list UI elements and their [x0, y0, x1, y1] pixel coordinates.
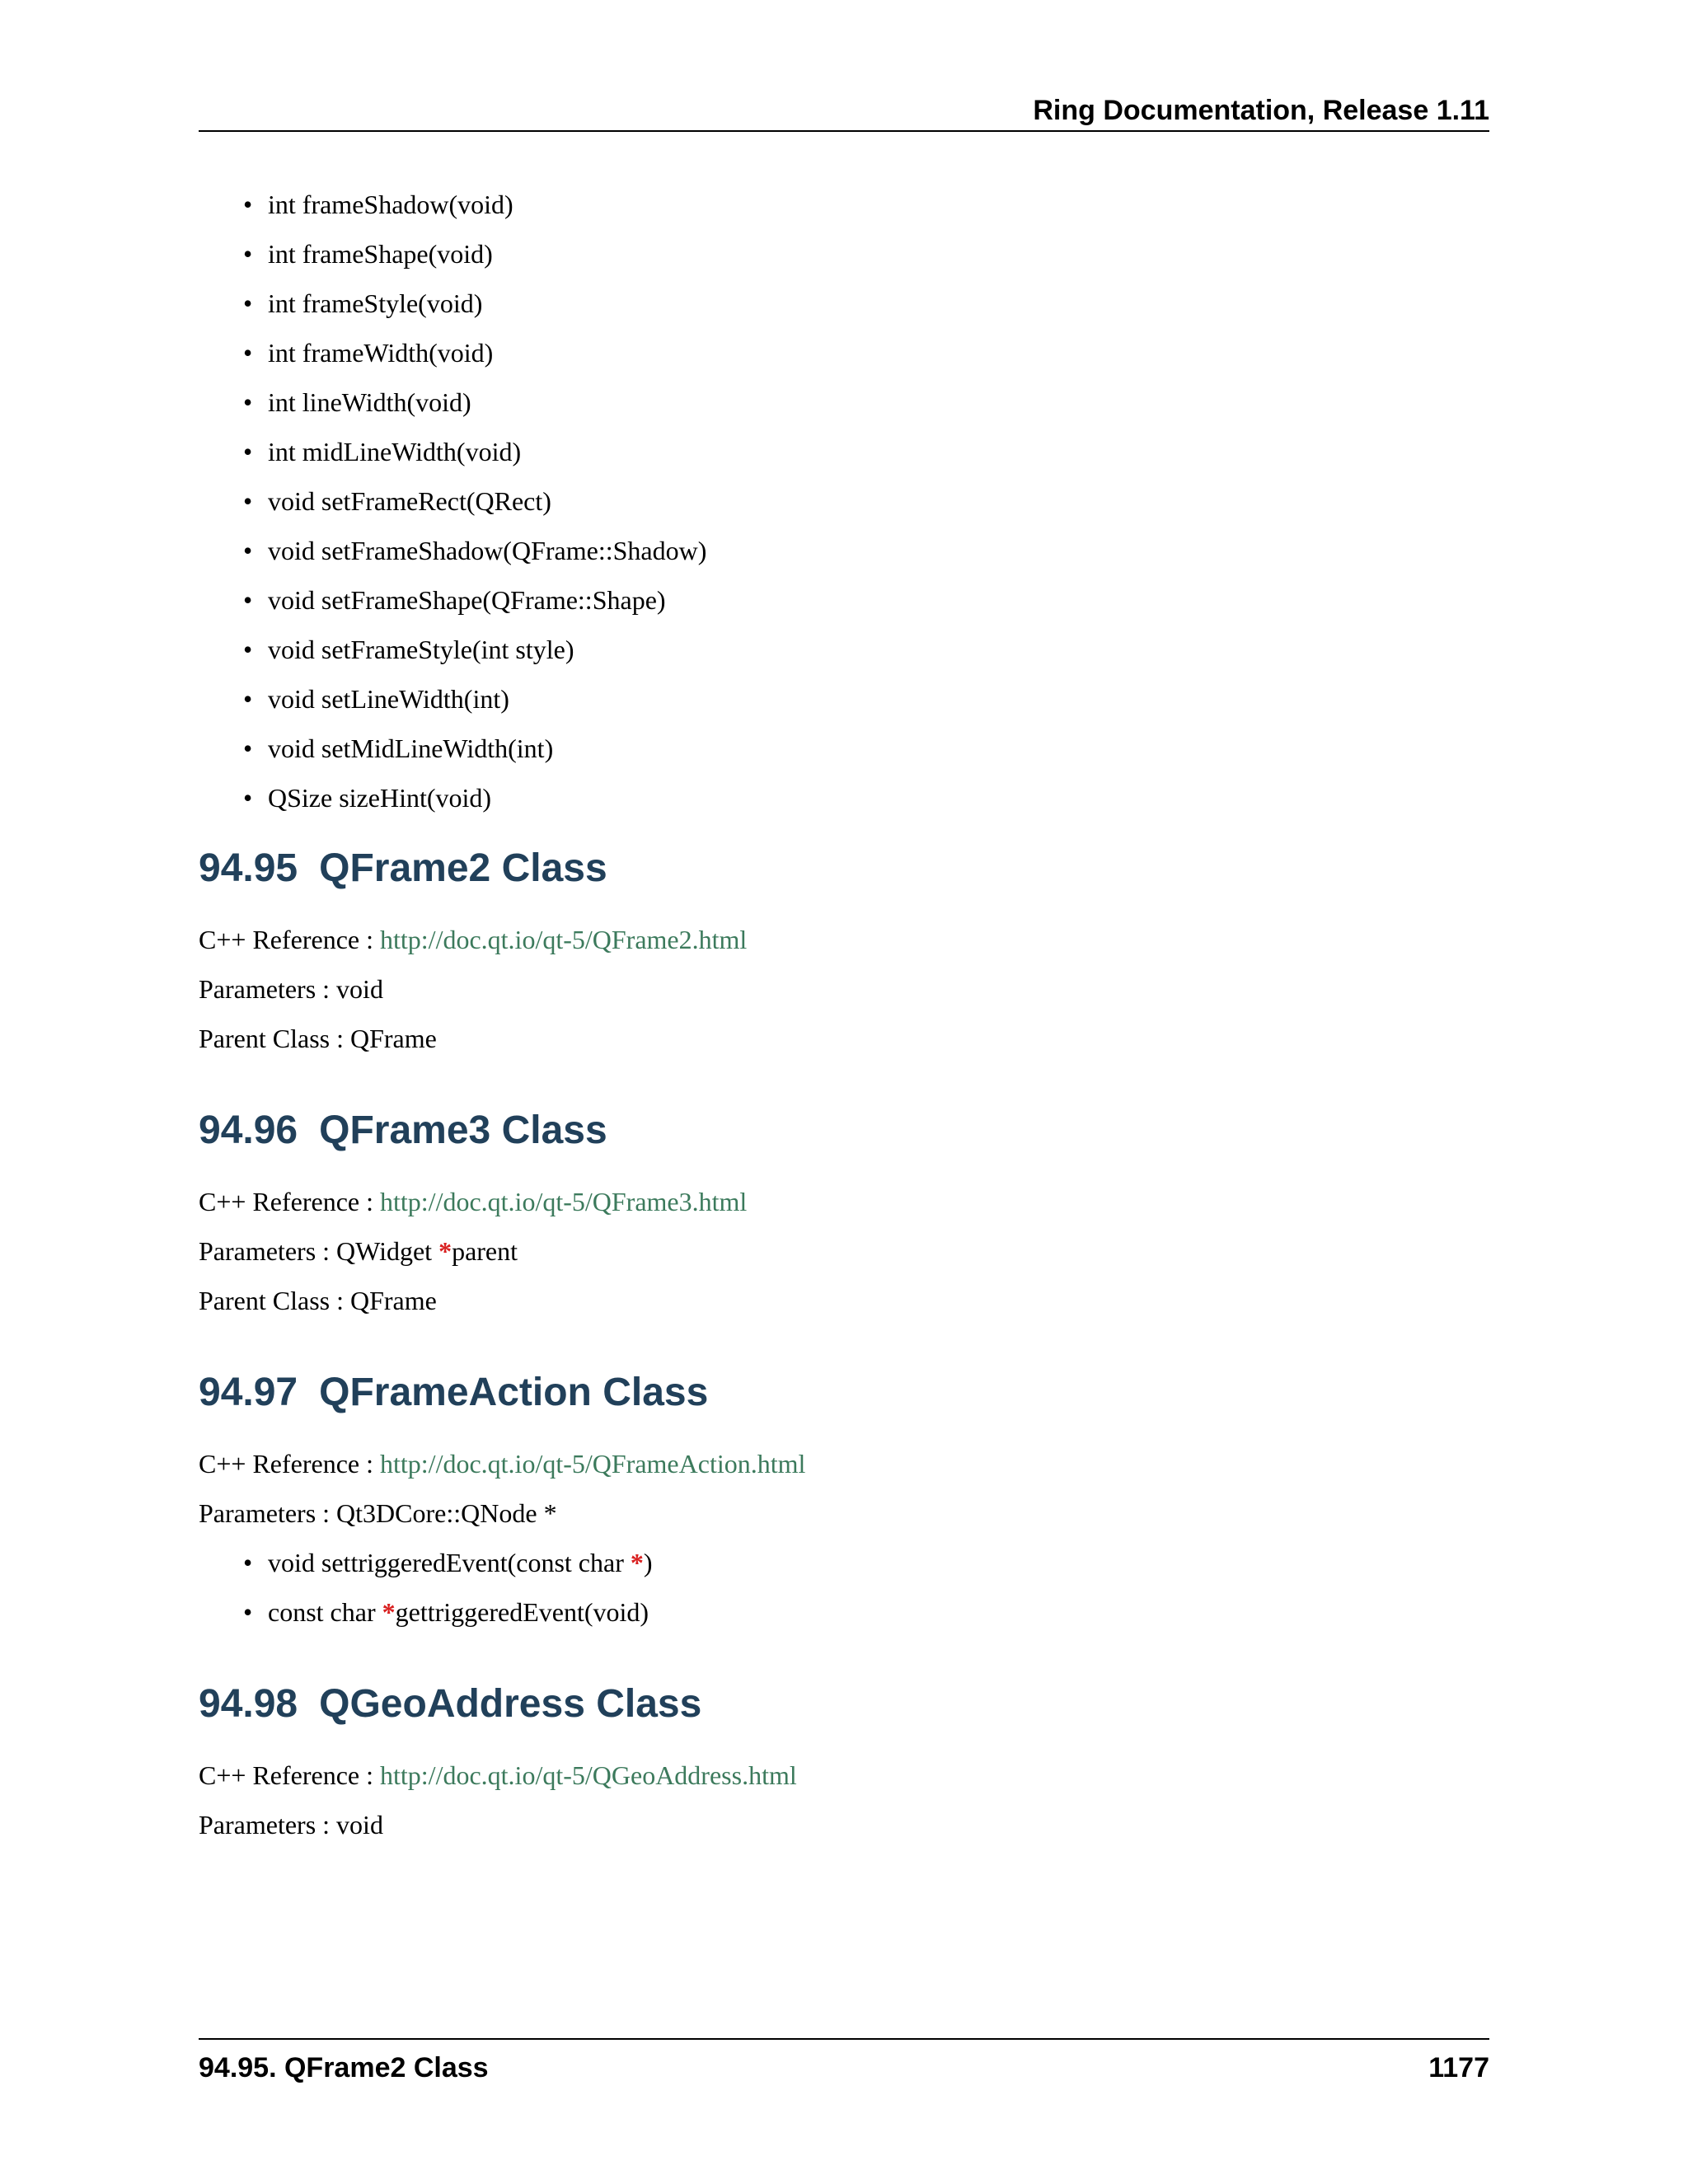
page-content — [199, 188, 1489, 1858]
section-number: 94.97 — [199, 1371, 298, 1414]
qframeaction-method-list — [199, 1546, 1489, 1629]
method-text: const char — [268, 1597, 382, 1627]
running-footer — [199, 2038, 1489, 2084]
method-item — [268, 1546, 1489, 1579]
method-item: • int midLineWidth(void) — [268, 435, 1489, 468]
method-item: • QSize sizeHint(void) — [268, 781, 1489, 814]
method-text: void settriggeredEvent(const char — [268, 1548, 631, 1577]
cpp-reference-link[interactable]: http://doc.qt.io/qt-5/QFrame2.html — [380, 925, 748, 954]
section-qgeoaddress — [199, 1681, 1489, 1841]
parameters-label: Parameters : — [199, 1810, 337, 1840]
cpp-reference-link[interactable]: http://doc.qt.io/qt-5/QGeoAddress.html — [380, 1760, 797, 1790]
cpp-reference-label: C++ Reference : — [199, 1760, 380, 1790]
parameters — [199, 1808, 1489, 1841]
section-title: QFrame3 Class — [319, 1108, 607, 1152]
parameters — [199, 1235, 1489, 1268]
section-qframe3 — [199, 1108, 1489, 1317]
section-title: QFrame2 Class — [319, 846, 607, 890]
cpp-reference — [199, 1447, 1489, 1480]
pointer-star: * — [438, 1236, 452, 1266]
cpp-reference — [199, 923, 1489, 956]
page-number: 1177 — [1428, 2052, 1489, 2083]
pointer-star: * — [382, 1597, 396, 1627]
section-qframe2 — [199, 846, 1489, 1055]
document-page — [199, 0, 1489, 2184]
parameters-type: QWidget — [336, 1236, 439, 1266]
running-header — [199, 91, 1489, 132]
section-heading — [199, 846, 1489, 892]
cpp-reference — [199, 1759, 1489, 1792]
parameters-label: Parameters : — [199, 1498, 337, 1528]
pointer-star: * — [630, 1548, 644, 1577]
method-item: • void setMidLineWidth(int) — [268, 732, 1489, 765]
method-item: • void setFrameShadow(QFrame::Shadow) — [268, 534, 1489, 567]
section-qframeaction — [199, 1370, 1489, 1629]
method-item: • void setFrameStyle(int style) — [268, 633, 1489, 666]
method-item: • int frameStyle(void) — [268, 287, 1489, 320]
section-title: QFrameAction Class — [319, 1371, 709, 1414]
parameters-value: Qt3DCore::QNode * — [336, 1498, 557, 1528]
section-heading — [199, 1370, 1489, 1416]
section-number: 94.98 — [199, 1682, 298, 1726]
section-number: 94.95 — [199, 846, 298, 890]
cpp-reference-link[interactable]: http://doc.qt.io/qt-5/QFrameAction.html — [380, 1449, 806, 1479]
section-title: QGeoAddress Class — [319, 1682, 702, 1726]
cpp-reference-link[interactable]: http://doc.qt.io/qt-5/QFrame3.html — [380, 1187, 748, 1216]
method-item: • void setFrameRect(QRect) — [268, 485, 1489, 518]
cpp-reference — [199, 1185, 1489, 1218]
qframe-method-list — [199, 188, 1489, 814]
parent-class — [199, 1022, 1489, 1055]
parent-class-value: QFrame — [349, 1286, 437, 1315]
section-heading — [199, 1681, 1489, 1727]
method-item: • int frameShape(void) — [268, 237, 1489, 270]
parent-class-label: Parent Class : — [199, 1286, 350, 1315]
method-item: • int lineWidth(void) — [268, 386, 1489, 419]
cpp-reference-label: C++ Reference : — [199, 925, 380, 954]
method-item: • void setFrameShape(QFrame::Shape) — [268, 583, 1489, 616]
method-item: • int frameWidth(void) — [268, 336, 1489, 369]
parameters — [199, 1497, 1489, 1530]
header-title: Ring Documentation, Release 1.11 — [1033, 95, 1489, 126]
method-text: gettriggeredEvent(void) — [395, 1597, 649, 1627]
parameters-label: Parameters : — [199, 974, 337, 1004]
parent-class-label: Parent Class : — [199, 1024, 350, 1053]
parent-class — [199, 1284, 1489, 1317]
method-text: ) — [643, 1548, 653, 1577]
parent-class-value: QFrame — [349, 1024, 437, 1053]
method-item — [268, 1596, 1489, 1629]
section-number: 94.96 — [199, 1108, 298, 1152]
method-item: • int frameShadow(void) — [268, 188, 1489, 221]
parameters — [199, 972, 1489, 1005]
parameters-label: Parameters : — [199, 1236, 337, 1266]
parameters-name: parent — [452, 1236, 518, 1266]
section-heading — [199, 1108, 1489, 1154]
parameters-value: void — [336, 974, 383, 1004]
cpp-reference-label: C++ Reference : — [199, 1449, 380, 1479]
method-item: • void setLineWidth(int) — [268, 682, 1489, 715]
parameters-value: void — [336, 1810, 383, 1840]
footer-section: 94.95. QFrame2 Class — [199, 2052, 489, 2083]
cpp-reference-label: C++ Reference : — [199, 1187, 380, 1216]
